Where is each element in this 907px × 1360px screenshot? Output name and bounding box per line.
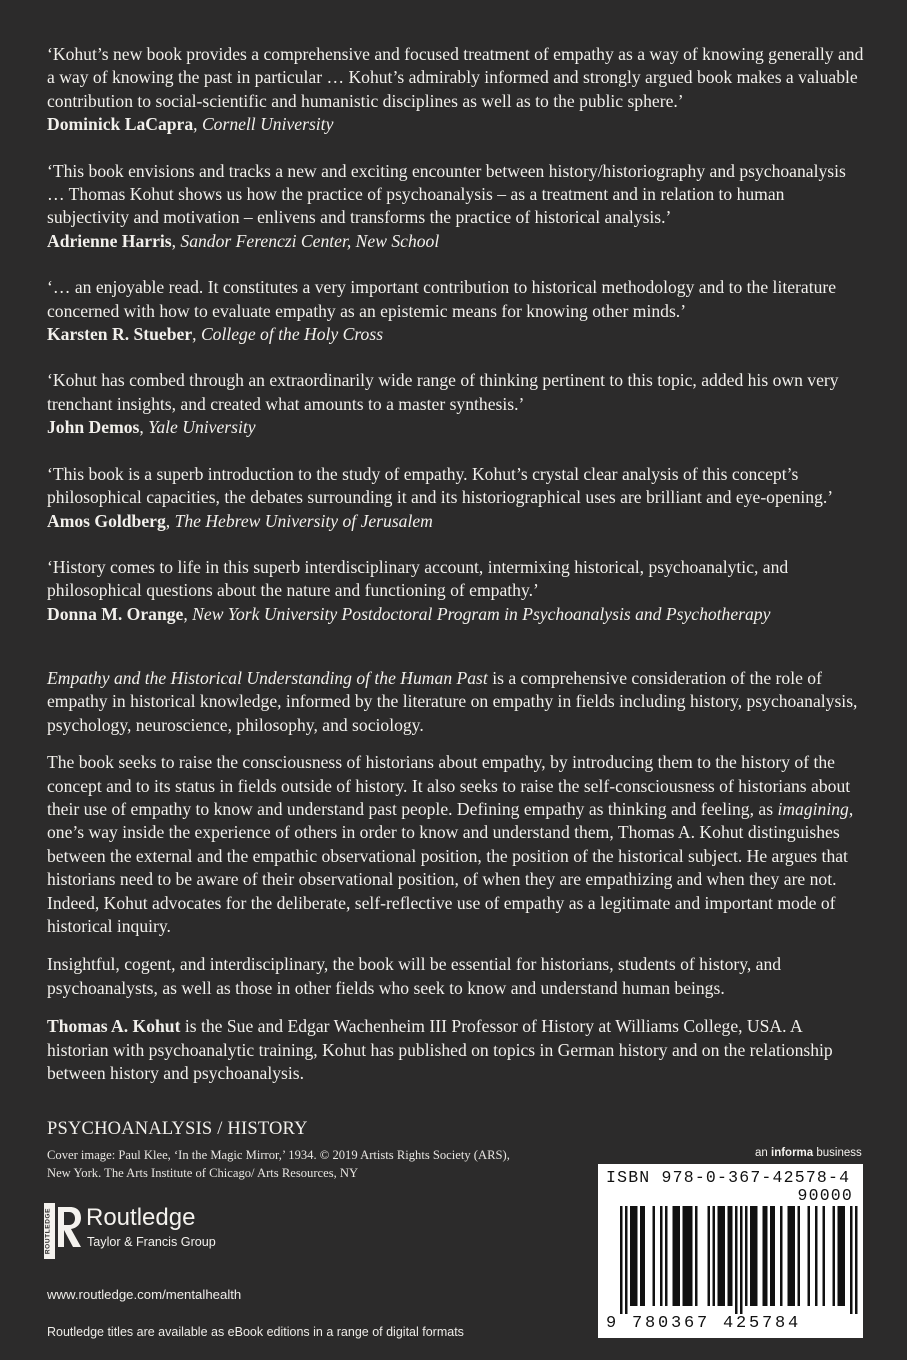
author-name: Thomas A. Kohut — [47, 1016, 181, 1037]
ebook-note: Routledge titles are available as eBook editions in a range of digital formats — [47, 1325, 464, 1339]
barcode-bar — [688, 1206, 691, 1306]
barcode-bar — [665, 1206, 668, 1306]
barcode-bar — [690, 1206, 693, 1306]
informa-business-tag: an informa business — [755, 1147, 862, 1159]
reviewer-name: Adrienne Harris — [47, 230, 172, 251]
barcode-bar — [685, 1206, 688, 1306]
barcode-bar — [720, 1206, 723, 1306]
barcode-bar — [673, 1206, 676, 1306]
reviewer-affiliation: Cornell University — [201, 114, 334, 135]
barcode-bar — [640, 1206, 643, 1306]
review-blurb — [47, 43, 867, 137]
barcode-bar — [793, 1206, 796, 1306]
barcode-bar — [735, 1206, 738, 1314]
barcode-bar — [718, 1206, 721, 1306]
barcode-bar — [675, 1206, 678, 1306]
reviewer-name: Dominick LaCapra — [47, 114, 194, 135]
review-blurb — [47, 369, 867, 439]
barcode-bar — [740, 1206, 743, 1314]
barcode-bar — [790, 1206, 793, 1306]
barcode-bar — [683, 1206, 686, 1306]
publisher-group: Taylor & Francis Group — [87, 1235, 216, 1249]
barcode-bar — [678, 1206, 681, 1306]
barcode-bar — [708, 1206, 711, 1306]
barcode-bar — [773, 1206, 776, 1306]
barcode-bars — [598, 1206, 863, 1316]
barcode-bar — [843, 1206, 846, 1306]
review-blurb — [47, 556, 867, 626]
ean-number: 9 780367 425784 — [606, 1314, 802, 1333]
reviewer-affiliation: College of the Holy Cross — [200, 324, 384, 345]
description-paragraph: Insightful, cogent, and interdisciplinary, the book will be essential for historians, students of history, and psychoanalysts, as well as those in other fields who seek to know and understand human beings. — [47, 954, 782, 998]
svg-text:ROUTLEDGE: ROUTLEDGE — [44, 1207, 52, 1255]
barcode-bar — [643, 1206, 646, 1306]
publisher-url[interactable]: www.routledge.com/mentalhealth — [47, 1287, 242, 1302]
routledge-logo — [44, 1203, 284, 1259]
barcode-bar — [750, 1206, 753, 1306]
barcode-bar — [815, 1206, 818, 1306]
barcode-bar — [823, 1206, 826, 1306]
barcode-bar — [745, 1206, 748, 1306]
barcode-bar — [833, 1206, 836, 1306]
review-attribution: John Demos, Yale University — [47, 417, 256, 438]
reviewer-name: Donna M. Orange — [47, 603, 184, 624]
barcode-bar — [713, 1206, 716, 1306]
reviewer-name: John Demos — [47, 417, 140, 438]
barcode-bar — [770, 1206, 773, 1306]
barcode-bar — [723, 1206, 726, 1306]
publisher-name: Routledge — [86, 1204, 196, 1231]
price-code: 90000 — [797, 1186, 853, 1205]
reviewer-affiliation: Yale University — [148, 417, 256, 438]
barcode-bar — [633, 1206, 636, 1306]
barcode-bar — [630, 1206, 633, 1306]
barcode-bar — [753, 1206, 756, 1306]
review-attribution: Amos Goldberg, The Hebrew University of Jerusalem — [47, 510, 433, 531]
isbn-number: ISBN 978-0-367-42578-4 — [606, 1168, 851, 1187]
barcode-bar — [765, 1206, 768, 1306]
review-attribution: Adrienne Harris, Sandor Ferenczi Center, New School — [47, 230, 440, 251]
barcode-bar — [695, 1206, 698, 1306]
barcode-bar — [635, 1206, 638, 1306]
barcode-bar — [838, 1206, 841, 1306]
barcode-bar — [620, 1206, 623, 1314]
reviewer-affiliation: Sandor Ferenczi Center, New School — [180, 230, 440, 251]
review-quote: ‘Kohut’s new book provides a comprehensive and focused treatment of empathy as a way of knowing generally and a way of knowing the past in particular … Kohut’s admirably informed and strongly argued book makes a valuable contribution to social-scientific and humanistic disciplines as well as to the public sphere.’ — [47, 44, 864, 111]
barcode-bar — [855, 1206, 858, 1314]
reviewer-affiliation: The Hebrew University of Jerusalem — [174, 510, 433, 531]
barcode-bar — [850, 1206, 853, 1314]
review-quote: ‘… an enjoyable read. It constitutes a very important contribution to historical methodology and to the literature concerned with how to evaluate empathy as an epistemic means for knowing other minds.’ — [47, 277, 837, 321]
review-attribution: Donna M. Orange, New York University Postdoctoral Program in Psychoanalysis and Psychotherapy — [47, 603, 771, 624]
barcode-bar — [728, 1206, 731, 1306]
barcode-bar — [798, 1206, 801, 1306]
barcode-bar — [755, 1206, 758, 1306]
book-title: Empathy and the Historical Understanding of the Human Past — [47, 668, 488, 688]
description-paragraph: The book seeks to raise the consciousness of historians about empathy, by introducing them to the history of the concept and to its status in fields outside of history. It also seeks to raise the self-consciousness of historians about their use of empathy to know and understand past people. Defining empathy as thinking and feeling, as imagining, one’s way inside the experience of others in order to know and understand them, Thomas A. Kohut distinguishes between the external and the empathic observational position, the position of the historical subject. He argues that historians need to be aware of their observational position, of when they are empathizing and when they are not. Indeed, Kohut advocates for the deliberate, self-reflective use of empathy as a legitimate and important mode of historical inquiry. — [47, 752, 854, 937]
barcode-bar — [763, 1206, 766, 1306]
isbn-barcode — [598, 1164, 863, 1338]
author-bio: Thomas A. Kohut is the Sue and Edgar Wachenheim III Professor of History at Williams College, USA. A historian with psychoanalytic training, Kohut has published on topics in German history and on the relationship between history and psychoanalysis. — [47, 1016, 833, 1084]
review-quote: ‘History comes to life in this superb interdisciplinary account, intermixing historical, psychoanalytic, and philosophical questions about the nature and functioning of empathy.’ — [47, 556, 789, 601]
review-blurb — [47, 160, 867, 254]
reviewer-name: Karsten R. Stueber — [47, 324, 193, 345]
barcode-bar — [780, 1206, 783, 1306]
description-paragraph: Empathy and the Historical Understanding of the Human Past is a comprehensive consideration of the role of empathy in historical knowledge, informed by the literature on empathy in fields including history, psychoanalysis, psychology, neuroscience, philosophy, and sociology. — [47, 668, 858, 735]
routledge-r-icon — [44, 1203, 82, 1259]
barcode-bar — [660, 1206, 663, 1306]
barcode-bar — [808, 1206, 811, 1306]
subject-category: PSYCHOANALYSIS / HISTORY — [47, 1119, 308, 1139]
reviewer-name: Amos Goldberg — [47, 510, 166, 531]
reviewer-affiliation: New York University Postdoctoral Program in Psychoanalysis and Psychotherapy — [192, 603, 771, 624]
review-quote: ‘Kohut has combed through an extraordinarily wide range of thinking pertinent to this topic, added his own very trenchant insights, and created what amounts to a master synthesis.’ — [47, 370, 839, 414]
review-quote: ‘This book envisions and tracks a new and exciting encounter between history/historiography and psychoanalysis … Thomas Kohut shows us how the practice of psychoanalysis – as a treatment and in relation to human subjectivity and motivation – enlivens and transforms the practice of historical analysis.’ — [47, 160, 846, 228]
review-blurb — [47, 276, 867, 346]
barcode-bar — [625, 1206, 628, 1314]
barcode-bar — [840, 1206, 843, 1306]
review-blurbs — [47, 43, 867, 649]
review-attribution: Karsten R. Stueber, College of the Holy Cross — [47, 324, 384, 345]
barcode-bar — [730, 1206, 733, 1306]
review-attribution: Dominick LaCapra, Cornell University — [47, 114, 334, 135]
barcode-bar — [788, 1206, 791, 1306]
review-blurb — [47, 463, 867, 533]
review-quote: ‘This book is a superb introduction to the study of empathy. Kohut’s crystal clear analysis of this concept’s philosophical capacities, the debates surrounding it and its historiographical uses are brilliant and eye-opening.’ — [47, 463, 834, 508]
book-description — [47, 667, 867, 1101]
cover-image-credit: Cover image: Paul Klee, ‘In the Magic Mirror,’ 1934. © 2019 Artists Rights Society (ARS), New York. The Arts Institute of Chicago/ Arts Resources, NY — [47, 1148, 510, 1180]
barcode-bar — [653, 1206, 656, 1306]
